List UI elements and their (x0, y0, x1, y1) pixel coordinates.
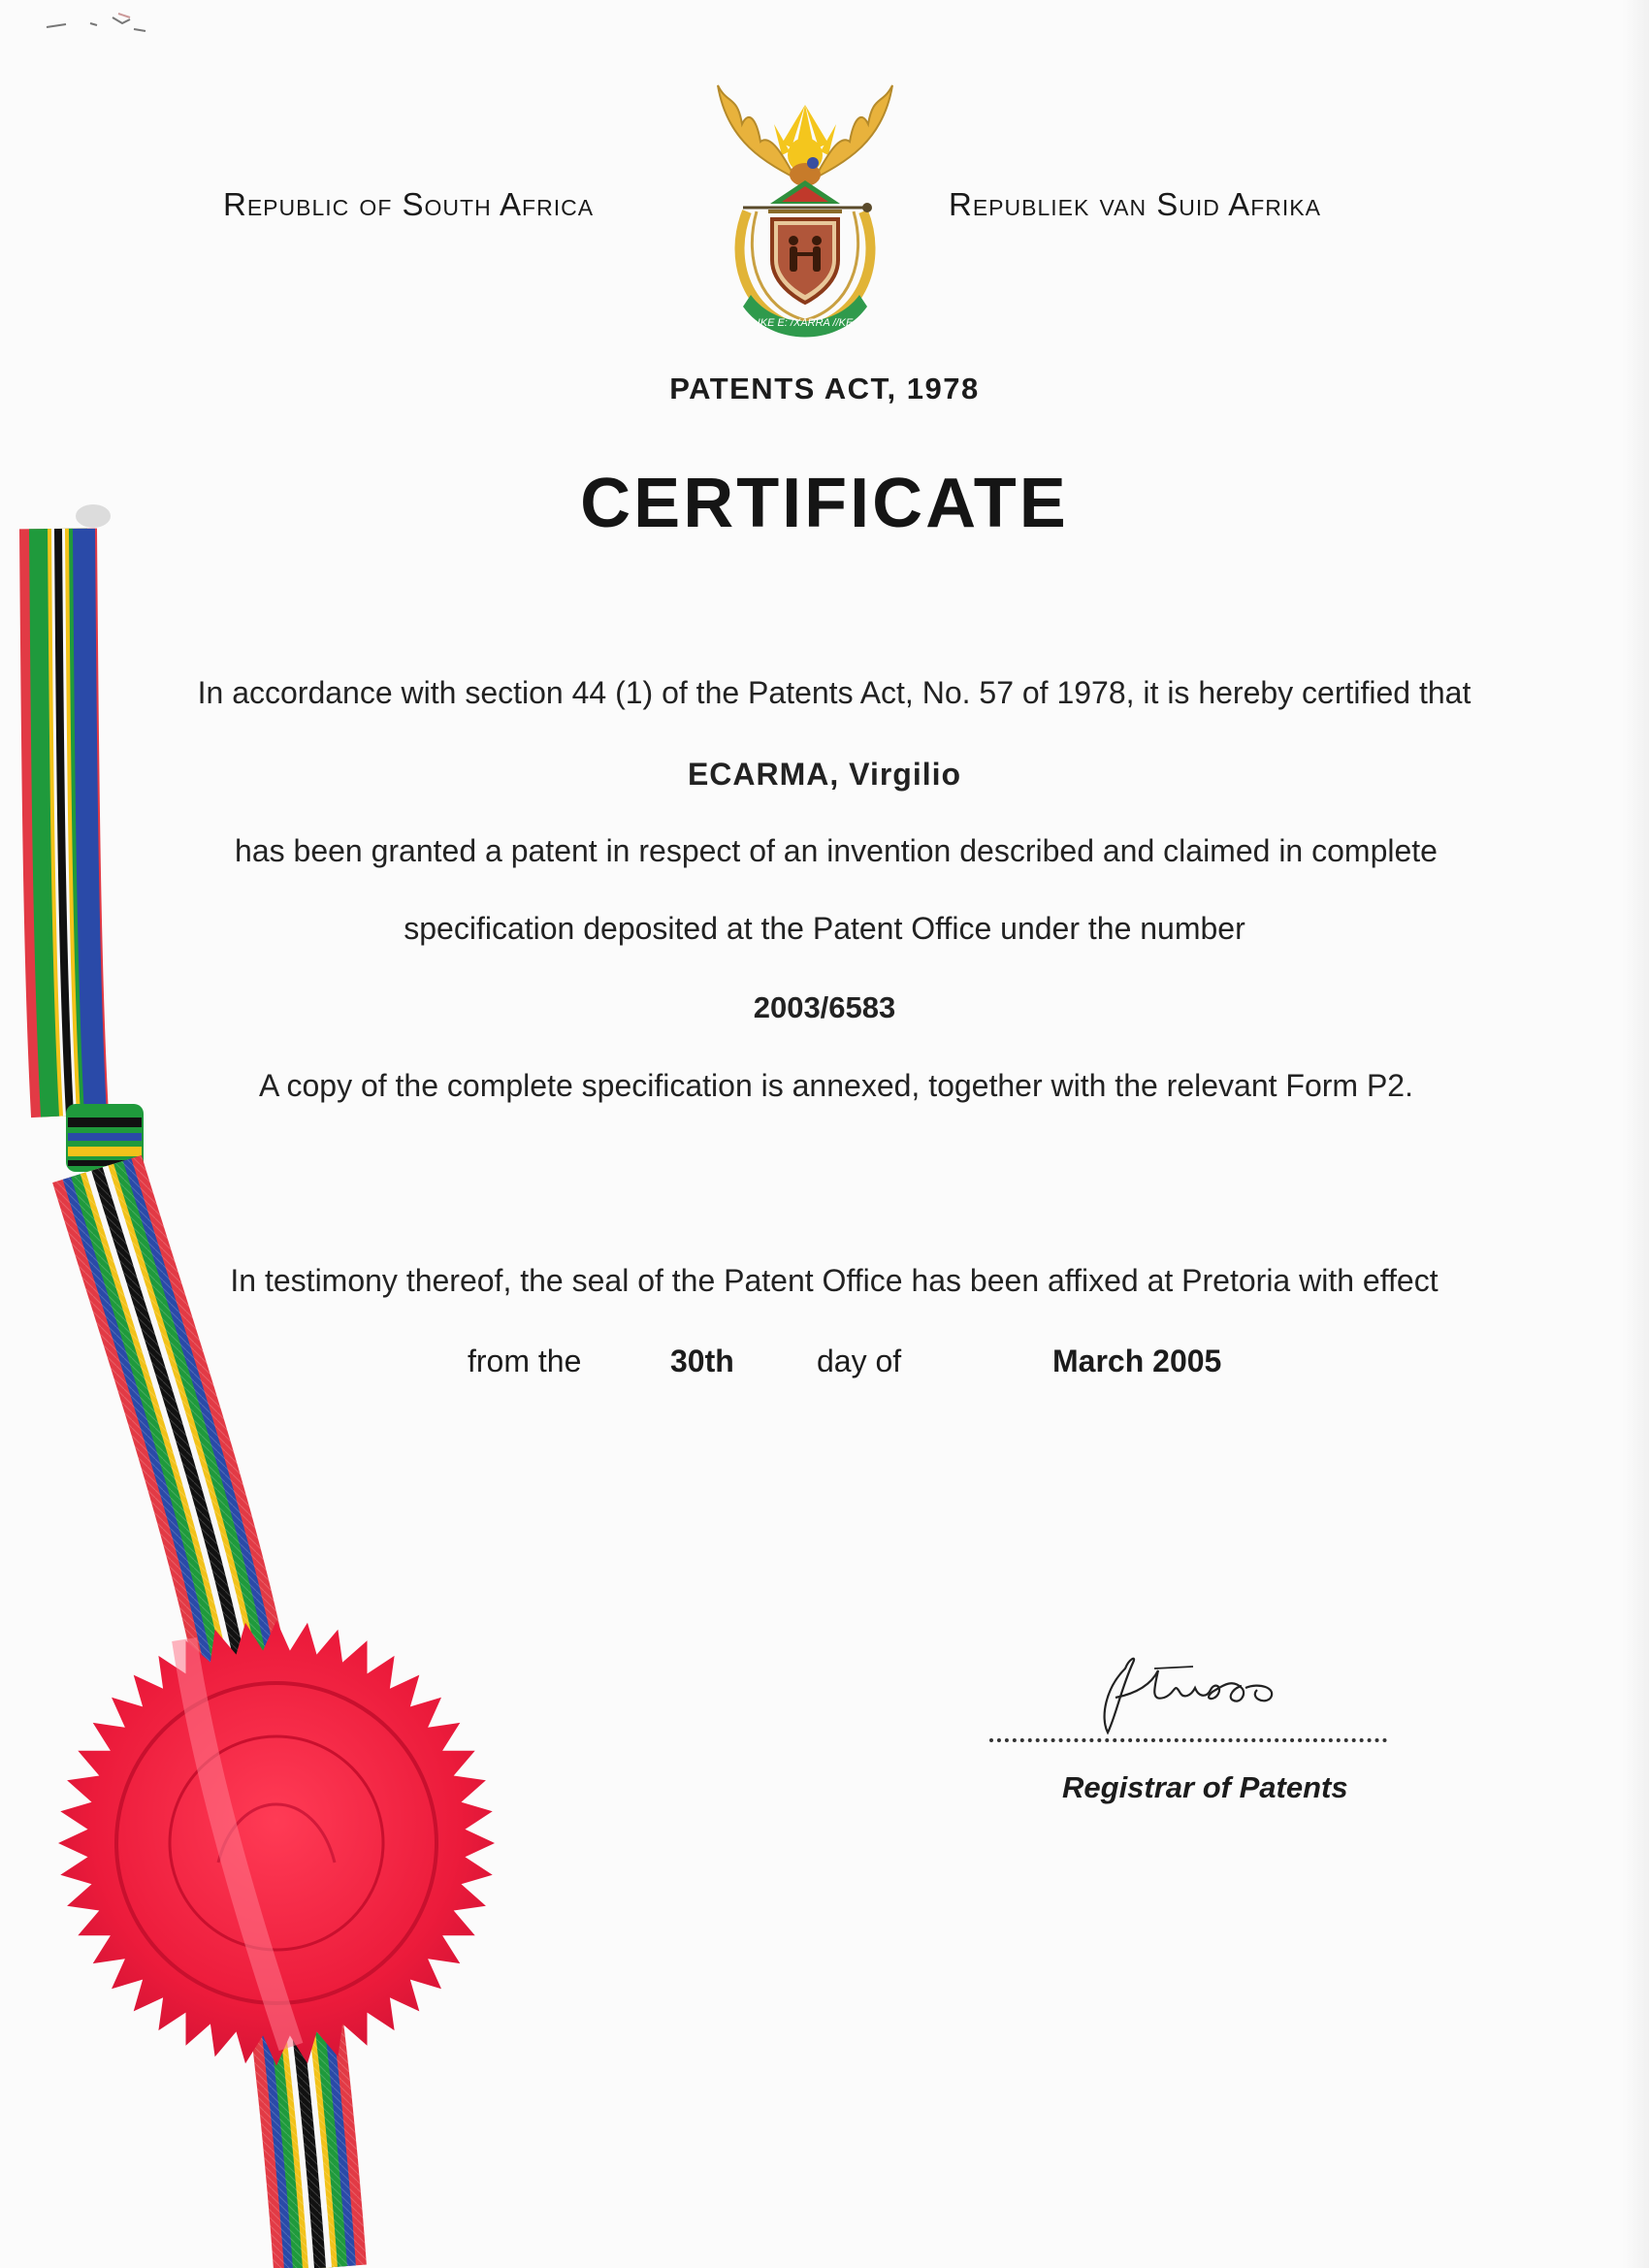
seal-embossed-emblem (218, 1804, 335, 1863)
deposit-statement: specification deposited at the Patent Office under the number (404, 911, 1245, 946)
header-republic-english: Republic of South Africa (223, 186, 595, 222)
signature-block (989, 1649, 1397, 1804)
registrar-title: Registrar of Patents (1062, 1770, 1348, 1804)
grant-statement: has been granted a patent in respect of an invention described and claimed in complete (235, 833, 1438, 868)
certificate-title: CERTIFICATE (580, 465, 1069, 542)
red-wax-seal (58, 1621, 495, 2066)
seal-starburst (58, 1621, 495, 2066)
patentee-name: ECARMA, Virgilio (687, 757, 962, 792)
seal-ribbon-crease (184, 1639, 291, 2047)
patent-number: 2003/6583 (753, 990, 896, 1024)
corner-smudge (37, 10, 163, 39)
effective-day: 30th (670, 1344, 734, 1378)
registrar-signature (1086, 1649, 1310, 1736)
header-republic-afrikaans: Republiek van Suid Afrika (949, 186, 1321, 222)
annex-statement: A copy of the complete specification is annexed, together with the relevant Form P2. (259, 1068, 1413, 1103)
from-label: from the (468, 1344, 582, 1378)
ribbon-lower (97, 1169, 320, 2268)
day-of-label: day of (817, 1344, 902, 1378)
act-heading: PATENTS ACT, 1978 (669, 372, 980, 405)
coat-of-arms-emblem (689, 66, 922, 355)
ribbon-knot (66, 1104, 144, 1172)
certification-statement: In accordance with section 44 (1) of the Patents Act, No. 57 of 1978, it is hereby certified that (197, 675, 1471, 710)
signature-dotted-line (989, 1738, 1387, 1742)
ribbon-upper (58, 529, 87, 1116)
effective-month-year: March 2005 (1052, 1344, 1222, 1378)
page-edge (1622, 0, 1649, 2268)
testimony-statement: In testimony thereof, the seal of the Patent Office has been affixed at Pretoria with effect (230, 1263, 1439, 1298)
seal-inner-ring (170, 1736, 383, 1950)
crest-motto: !KE E: /XARRA //KE (757, 317, 854, 329)
seal-outer-ring (116, 1683, 436, 2003)
